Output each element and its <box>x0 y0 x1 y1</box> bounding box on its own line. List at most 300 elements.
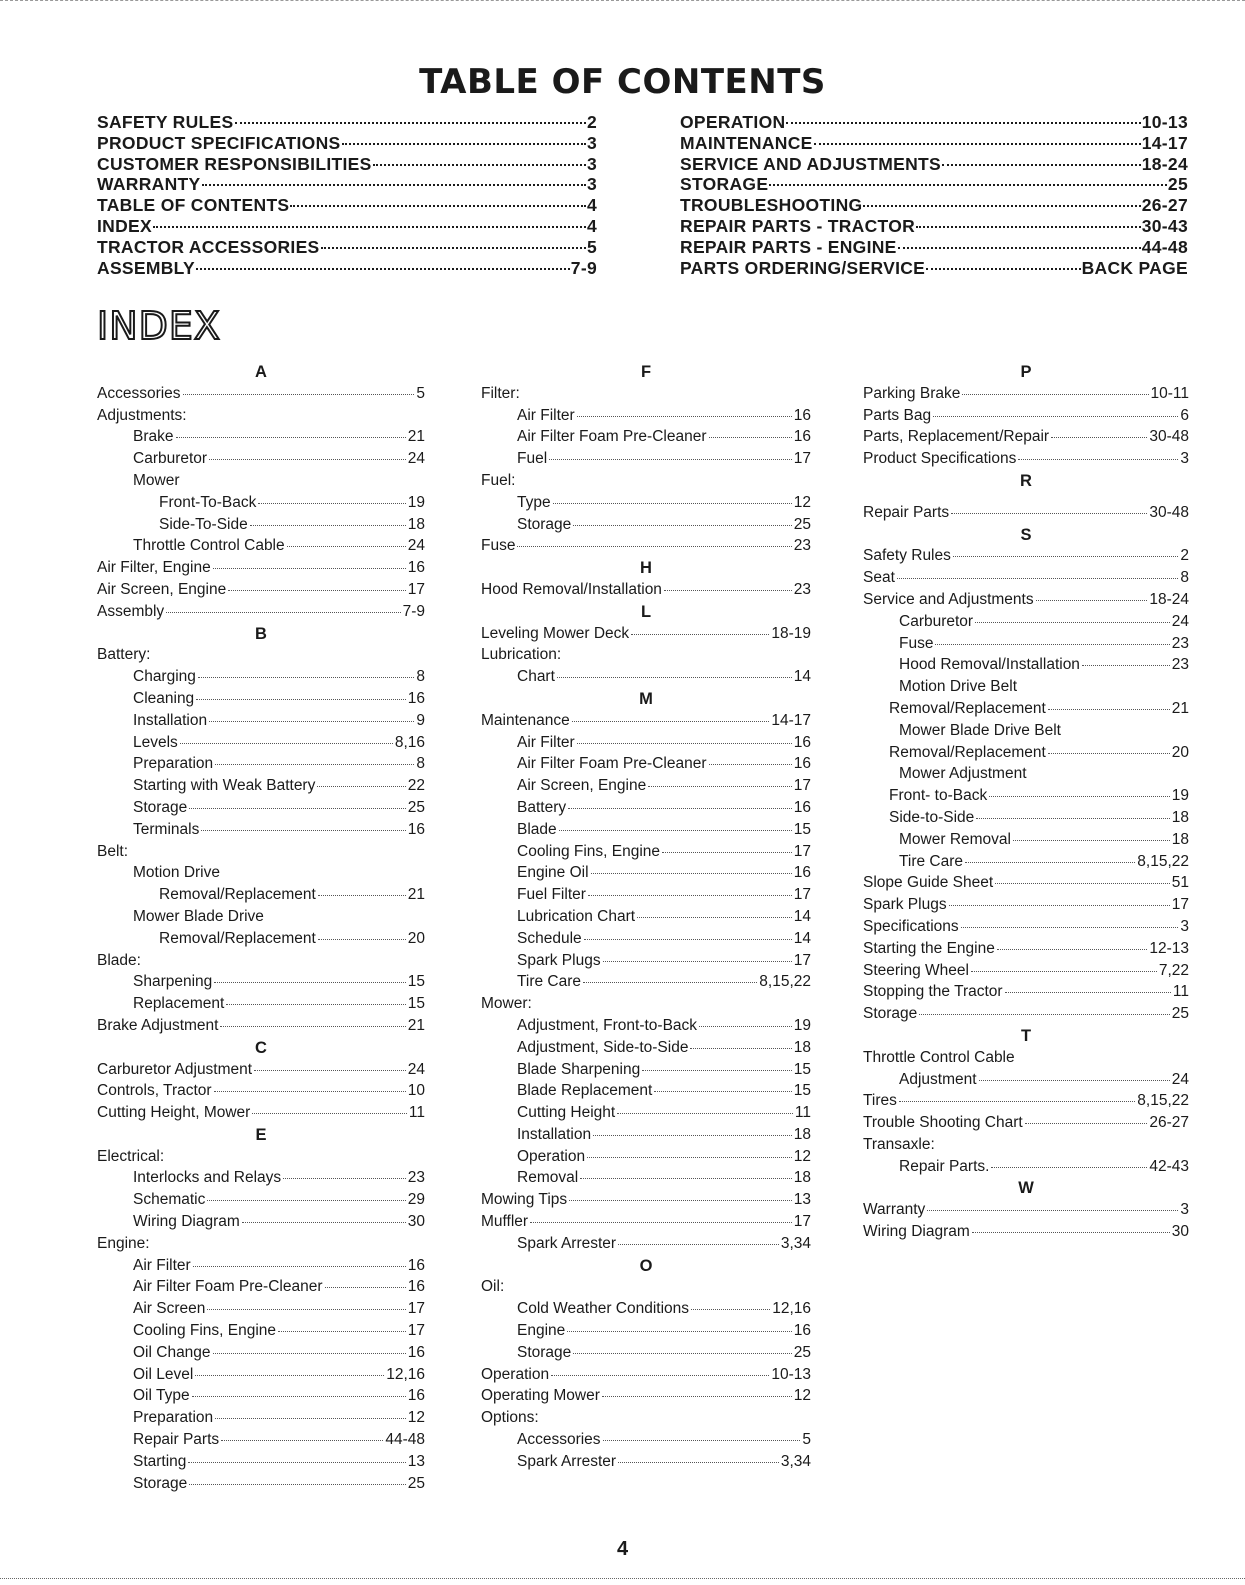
dot-leader <box>213 1353 406 1354</box>
dot-leader <box>207 1200 405 1201</box>
dot-leader <box>617 1113 793 1114</box>
index-entry-label: Parts, Replacement/Repair <box>863 428 1050 446</box>
index-entry-page: 14 <box>793 668 811 686</box>
dot-leader <box>318 939 406 940</box>
dot-leader <box>198 677 414 678</box>
index-entry-label: Muffler <box>481 1213 529 1231</box>
index-entry-page: 12 <box>793 1147 811 1165</box>
toc-entry-label: ASSEMBLY <box>97 257 196 278</box>
index-entry <box>481 1213 811 1235</box>
index-entry-label: Spark Plugs <box>517 951 601 969</box>
dot-leader <box>926 268 1080 270</box>
index-entry-label: Steering Wheel <box>863 961 969 979</box>
index-entry <box>97 603 425 625</box>
dot-leader <box>618 1244 779 1245</box>
index-entry <box>863 1201 1189 1223</box>
dot-leader <box>201 830 405 831</box>
index-entry-label: Storage <box>133 1474 188 1492</box>
index-entry-page: 16 <box>793 755 811 773</box>
index-entry-label: Repair Parts <box>863 503 950 521</box>
index-letter-heading: C <box>255 1038 267 1057</box>
index-entry <box>97 1257 425 1279</box>
dot-leader <box>935 644 1169 645</box>
index-entry-label: Stopping the Tractor <box>863 983 1003 1001</box>
index-entry <box>97 1344 425 1366</box>
index-entry-label: Electrical: <box>97 1147 165 1165</box>
toc-entry-page: 30-43 <box>1141 215 1188 236</box>
index-entry-label: Engine: <box>97 1234 150 1252</box>
toc-title: TABLE OF CONTENTS <box>419 62 826 102</box>
index-entry-page: 6 <box>1180 406 1189 424</box>
index-entry <box>481 428 811 450</box>
index-entry-label: Repair Parts. <box>899 1157 990 1175</box>
toc-entry-label: REPAIR PARTS - ENGINE <box>680 236 897 257</box>
dot-leader <box>559 830 792 831</box>
index-entry <box>863 678 1189 700</box>
dot-leader <box>254 1070 406 1071</box>
index-entry-label: Carburetor <box>899 612 974 630</box>
index-entry-label: Preparation <box>133 755 214 773</box>
index-entry-label: Fuel Filter <box>517 886 586 904</box>
index-entry-page: 14 <box>793 929 811 947</box>
index-entry-label: Starting the Engine <box>863 939 995 957</box>
dot-leader <box>166 612 400 613</box>
index-entry <box>97 973 425 995</box>
dot-leader <box>530 1222 792 1223</box>
index-entry-label: Oil Level <box>133 1365 194 1383</box>
index-entry-page: 2 <box>1180 547 1189 565</box>
index-entry-page: 11 <box>1172 983 1189 1001</box>
index-entry-page: 16 <box>407 820 425 838</box>
index-entry-page: 14 <box>793 907 811 925</box>
index-entry-page: 16 <box>407 1278 425 1296</box>
index-entry <box>863 428 1189 450</box>
dot-leader <box>916 226 1141 228</box>
dot-leader <box>603 961 792 962</box>
index-entry-page: 24 <box>407 537 425 555</box>
index-entry-page: 16 <box>793 733 811 751</box>
dot-leader <box>580 1178 792 1179</box>
dot-leader <box>933 416 1178 417</box>
index-entry-page: 19 <box>407 493 425 511</box>
index-entry-page: 24 <box>407 1060 425 1078</box>
dot-leader <box>278 1331 406 1332</box>
index-entry <box>863 918 1189 940</box>
index-entry-label: Front- to-Back <box>889 787 988 805</box>
toc-entry-label: STORAGE <box>680 174 769 195</box>
index-entry-page: 13 <box>407 1452 425 1470</box>
index-entry-page: 15 <box>793 820 811 838</box>
index-letter-heading: H <box>640 559 652 578</box>
toc-entry-label: OPERATION <box>680 112 786 132</box>
index-entry-page: 30-48 <box>1149 428 1189 446</box>
dot-leader <box>971 971 1157 972</box>
index-entry <box>97 1104 425 1126</box>
index-entry-label: Mower Removal <box>899 830 1011 848</box>
index-entry-page: 10-11 <box>1150 384 1189 402</box>
index-entry-page: 12 <box>407 1409 425 1427</box>
index-letter-heading: L <box>640 602 652 621</box>
index-entry <box>481 1191 811 1213</box>
index-spacer <box>863 494 1189 504</box>
index-entry <box>481 1104 811 1126</box>
index-entry-label: Hood Removal/Installation <box>899 656 1080 674</box>
index-entry-label: Starting <box>133 1452 187 1470</box>
dot-leader <box>193 1266 406 1267</box>
index-entry-label: Operation <box>517 1147 586 1165</box>
toc-entry-page: 14-17 <box>1141 132 1188 153</box>
dot-leader <box>972 1232 1170 1233</box>
toc-entry-page: 10-13 <box>1141 112 1188 132</box>
index-entry-label: Engine Oil <box>517 864 589 882</box>
index-entry <box>481 799 811 821</box>
index-entry-label: Fuel <box>517 450 548 468</box>
index-entry-page: 25 <box>793 515 811 533</box>
index-entry <box>481 1387 811 1409</box>
dot-leader <box>1036 600 1148 601</box>
index-entry <box>863 1158 1189 1180</box>
index-entry-page: 8,15,22 <box>1137 852 1189 870</box>
index-entry-label: Carburetor <box>133 450 208 468</box>
index-entry-page: 19 <box>793 1016 811 1034</box>
dot-leader <box>603 1440 801 1441</box>
toc-entry-page: 25 <box>1167 174 1188 195</box>
index-entry-page: 17 <box>793 842 811 860</box>
dot-leader <box>991 1167 1147 1168</box>
toc-entry-page: 5 <box>586 236 597 257</box>
dot-leader <box>189 808 405 809</box>
index-entry <box>481 1322 811 1344</box>
dot-leader <box>553 503 792 504</box>
index-entry <box>863 744 1189 766</box>
index-entry-label: Tires <box>863 1092 897 1110</box>
index-entry-page: 3 <box>1180 917 1189 935</box>
index-entry <box>97 537 425 559</box>
index-entry <box>481 734 811 756</box>
index-letter-heading: A <box>255 363 267 381</box>
index-entry <box>481 1017 811 1039</box>
index-entry-label: Transaxle: <box>863 1135 935 1153</box>
index-entry-page: 23 <box>407 1169 425 1187</box>
dot-leader <box>215 764 414 765</box>
toc-entry <box>97 112 597 133</box>
index-entry-page: 7-9 <box>402 602 425 620</box>
index-entry-label: Air Filter <box>517 406 575 424</box>
index-entry-page: 23 <box>1171 656 1189 674</box>
index-entry-page: 21 <box>407 886 425 904</box>
index-entry-label: Brake Adjustment <box>97 1016 219 1034</box>
index-entry <box>97 494 425 516</box>
index-entry-page: 51 <box>1171 874 1189 892</box>
index-entry <box>97 428 425 450</box>
toc-entry-page: 4 <box>586 215 597 236</box>
index-entry <box>863 613 1189 635</box>
toc-entry-label: TROUBLESHOOTING <box>680 195 863 216</box>
index-entry-label: Preparation <box>133 1409 214 1427</box>
index-entry-label: Throttle Control Cable <box>863 1048 1015 1066</box>
index-entry-label: Schematic <box>133 1191 206 1209</box>
index-entry-page: 18-19 <box>771 624 811 642</box>
index-entry-label: Blade <box>517 820 557 838</box>
index-entry-page: 15 <box>793 1060 811 1078</box>
dot-leader <box>213 568 406 569</box>
index-entry-page: 12,16 <box>772 1300 811 1318</box>
index-entry-page: 15 <box>793 1082 811 1100</box>
index-entry <box>481 1235 811 1257</box>
toc-entry-label: TABLE OF CONTENTS <box>97 195 290 216</box>
dot-leader <box>567 1331 791 1332</box>
index-entry-page: 23 <box>793 580 811 598</box>
index-entry <box>481 995 811 1017</box>
index-entry <box>863 809 1189 831</box>
index-entry <box>863 1092 1189 1114</box>
index-entry <box>863 385 1189 407</box>
index-entry-page: 23 <box>793 537 811 555</box>
index-entry-label: Interlocks and Relays <box>133 1169 282 1187</box>
index-entry-page: 20 <box>407 929 425 947</box>
index-entry-label: Mowing Tips <box>481 1191 568 1209</box>
index-entry-page: 25 <box>1171 1005 1189 1023</box>
index-entry-label: Oil Change <box>133 1343 211 1361</box>
index-letter-heading: S <box>1020 525 1032 544</box>
index-entry-label: Lubrication: <box>481 646 562 664</box>
index-entry-page: 5 <box>416 384 425 402</box>
index-letter-heading: P <box>1020 363 1032 381</box>
dot-leader <box>287 546 406 547</box>
index-entry-label: Trouble Shooting Chart <box>863 1114 1023 1132</box>
dot-leader <box>1005 992 1171 993</box>
index-entry <box>97 799 425 821</box>
index-entry-label: Accessories <box>517 1431 601 1449</box>
index-entry-label: Removal/Replacement <box>889 743 1046 761</box>
index-entry-label: Air Filter Foam Pre-Cleaner <box>517 428 707 446</box>
toc-entry-label: WARRANTY <box>97 174 201 195</box>
toc-entry <box>97 195 597 216</box>
dot-leader <box>192 1396 406 1397</box>
index-entry <box>97 886 425 908</box>
dot-leader <box>577 743 792 744</box>
dot-leader <box>965 862 1135 863</box>
index-entry <box>97 1322 425 1344</box>
index-column-2 <box>481 363 811 1475</box>
dot-leader <box>593 1135 792 1136</box>
index-entry-page: 8,15,22 <box>759 973 811 991</box>
index-entry-label: Storage <box>133 798 188 816</box>
dot-leader <box>1048 709 1170 710</box>
index-entry-label: Sharpening <box>133 973 213 991</box>
toc-entry <box>97 133 597 154</box>
index-entry <box>97 930 425 952</box>
index-entry <box>97 690 425 712</box>
index-entry-label: Adjustments: <box>97 406 187 424</box>
index-entry <box>97 1278 425 1300</box>
index-entry <box>863 569 1189 591</box>
index-entry-label: Adjustment <box>899 1070 977 1088</box>
index-entry-page: 13 <box>793 1191 811 1209</box>
index-entry-page: 9 <box>416 711 425 729</box>
index-entry <box>97 712 425 734</box>
index-entry <box>481 516 811 538</box>
index-entry-label: Cleaning <box>133 689 195 707</box>
index-entry-page: 3 <box>1180 450 1189 468</box>
dot-leader <box>989 796 1170 797</box>
index-entry-page: 17 <box>793 777 811 795</box>
dot-leader <box>899 1101 1135 1102</box>
index-letter-heading: W <box>1018 1179 1034 1198</box>
index-entry-label: Air Filter Foam Pre-Cleaner <box>133 1278 323 1296</box>
dot-leader <box>1082 665 1170 666</box>
dot-leader <box>176 437 406 438</box>
index-entry <box>97 821 425 843</box>
index-column-3 <box>863 363 1189 1245</box>
index-entry-label: Levels <box>133 733 178 751</box>
index-entry <box>481 472 811 494</box>
index-entry-label: Installation <box>133 711 208 729</box>
index-entry <box>481 1148 811 1170</box>
dot-leader <box>228 590 406 591</box>
dot-leader <box>214 1091 406 1092</box>
index-entry-page: 8 <box>1180 569 1189 587</box>
toc-entry-label: SERVICE AND ADJUSTMENTS <box>680 153 942 174</box>
index-entry <box>481 886 811 908</box>
dot-leader <box>373 164 586 166</box>
dot-leader <box>664 590 792 591</box>
index-entry-label: Lubrication Chart <box>517 907 636 925</box>
index-entry <box>97 516 425 538</box>
index-entry <box>97 1431 425 1453</box>
toc-entry-label: PARTS ORDERING/SERVICE <box>680 257 926 278</box>
index-entry <box>863 547 1189 569</box>
index-entry-page: 18 <box>1171 830 1189 848</box>
dot-leader <box>690 1048 791 1049</box>
dot-leader <box>321 247 586 249</box>
index-letter-heading: R <box>1020 471 1032 490</box>
index-entry-label: Air Screen, Engine <box>97 580 227 598</box>
dot-leader <box>1013 840 1170 841</box>
dot-leader <box>976 818 1169 819</box>
index-entry-label: Brake <box>133 428 174 446</box>
index-entry-label: Mower Adjustment <box>899 765 1027 783</box>
index-entry-page: 18 <box>407 515 425 533</box>
index-entry-label: Controls, Tractor <box>97 1082 212 1100</box>
toc-entry <box>97 154 597 175</box>
index-entry-page: 16 <box>793 1322 811 1340</box>
index-entry <box>863 1223 1189 1245</box>
index-entry-page: 42-43 <box>1149 1157 1189 1175</box>
index-entry <box>481 646 811 668</box>
dot-leader <box>209 721 414 722</box>
index-entry <box>863 635 1189 657</box>
index-entry-page: 25 <box>407 798 425 816</box>
index-entry-page: 3,34 <box>780 1452 811 1470</box>
index-entry-page: 30-48 <box>1149 503 1189 521</box>
index-entry-label: Cooling Fins, Engine <box>517 842 661 860</box>
index-entry-label: Removal/Replacement <box>889 699 1046 717</box>
dot-leader <box>979 1080 1170 1081</box>
dot-leader <box>215 1418 406 1419</box>
index-entry <box>481 864 811 886</box>
index-entry <box>481 777 811 799</box>
index-entry <box>863 983 1189 1005</box>
index-entry-label: Charging <box>133 668 196 686</box>
index-entry <box>863 831 1189 853</box>
dot-leader <box>325 1287 406 1288</box>
toc-entry <box>680 174 1188 195</box>
index-entry <box>481 1082 811 1104</box>
index-entry-label: Warranty <box>863 1201 926 1219</box>
index-entry-page: 10 <box>407 1082 425 1100</box>
index-entry-label: Battery: <box>97 646 151 664</box>
index-entry <box>863 407 1189 429</box>
index-entry <box>97 559 425 581</box>
index-entry-page: 17 <box>793 450 811 468</box>
index-letter-heading: O <box>639 1256 653 1275</box>
index-entry-page: 8,16 <box>394 733 425 751</box>
index-entry-page: 19 <box>1171 787 1189 805</box>
dot-leader <box>250 525 406 526</box>
dot-leader <box>557 677 792 678</box>
toc-entry <box>680 237 1188 258</box>
index-entry <box>97 1191 425 1213</box>
index-entry-label: Oil Type <box>133 1387 190 1405</box>
index-entry-page: 8 <box>416 755 425 773</box>
toc-right-column <box>680 112 1188 278</box>
index-entry-page: 16 <box>793 406 811 424</box>
index-entry <box>97 1235 425 1257</box>
index-entry-label: Installation <box>517 1125 592 1143</box>
index-entry-label: Wiring Diagram <box>133 1213 240 1231</box>
index-entry-label: Storage <box>517 1343 572 1361</box>
index-entry-label: Fuse <box>481 537 516 555</box>
index-entry <box>97 1017 425 1039</box>
toc-entry-label: MAINTENANCE <box>680 132 813 153</box>
toc-left-column <box>97 112 597 278</box>
index-entry <box>97 450 425 472</box>
dot-leader <box>588 895 792 896</box>
index-entry-label: Repair Parts <box>133 1431 220 1449</box>
dot-leader <box>568 808 792 809</box>
index-entry-label: Removal <box>517 1169 579 1187</box>
index-entry-page: 3,34 <box>780 1234 811 1252</box>
index-entry <box>481 755 811 777</box>
dot-leader <box>786 122 1140 124</box>
index-entry <box>481 581 811 603</box>
toc-entry-page: 3 <box>586 153 597 174</box>
index-entry <box>863 1136 1189 1158</box>
index-entry-label: Engine <box>517 1322 566 1340</box>
page-number: 4 <box>616 1538 629 1560</box>
dot-leader <box>587 1157 792 1158</box>
index-entry-page: 16 <box>793 864 811 882</box>
toc-entry-page: 3 <box>586 174 597 195</box>
toc-entry-page: 2 <box>586 112 597 132</box>
index-entry-page: 12 <box>793 493 811 511</box>
dot-leader <box>709 764 792 765</box>
dot-leader <box>648 786 792 787</box>
index-entry <box>863 787 1189 809</box>
index-entry-page: 29 <box>407 1191 425 1209</box>
dot-leader <box>699 1026 792 1027</box>
dot-leader <box>220 1026 405 1027</box>
index-entry-label: Schedule <box>517 929 582 947</box>
dot-leader <box>577 416 792 417</box>
index-entry <box>97 472 425 494</box>
dot-leader <box>221 1440 383 1441</box>
index-entry <box>97 777 425 799</box>
index-entry <box>97 1082 425 1104</box>
index-entry-label: Blade: <box>97 951 141 969</box>
index-entry-label: Blade Replacement <box>517 1082 653 1100</box>
